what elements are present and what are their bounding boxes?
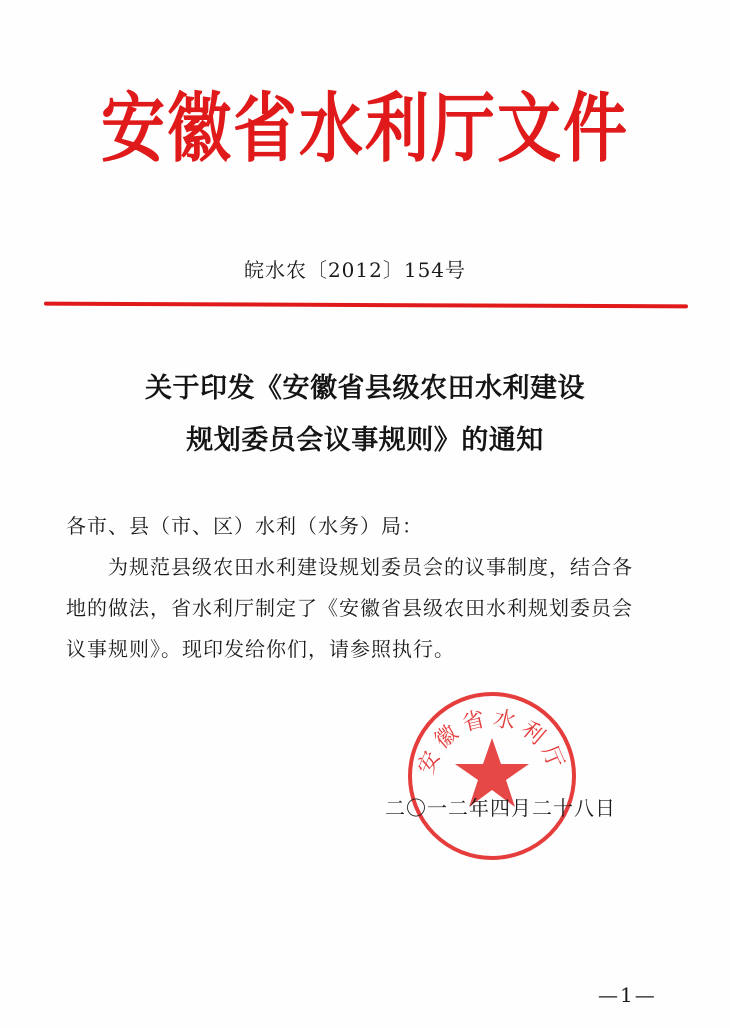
- page-number: —1—: [598, 983, 657, 1007]
- document-number: 皖水农〔2012〕154号: [243, 258, 467, 282]
- body-paragraph-line-1: 为规范县级农田水利建设规划委员会的议事制度，结合各: [108, 555, 633, 579]
- red-divider-line: [44, 302, 688, 309]
- subject-line-2: 规划委员会议事规则》的通知: [186, 425, 544, 456]
- official-seal-stamp: [402, 686, 582, 866]
- issue-date: 二〇一二年四月二十八日: [385, 796, 616, 820]
- body-paragraph-line-2: 地的做法，省水利厅制定了《安徽省县级农田水利规划委员会: [66, 596, 633, 620]
- subject-line-1: 关于印发《安徽省县级农田水利建设: [145, 373, 585, 404]
- document-header-title: 安徽省水利厅文件: [101, 86, 629, 174]
- addressee: 各市、县（市、区）水利（水务）局：: [66, 514, 423, 538]
- body-paragraph-line-3: 议事规则》。现印发给你们，请参照执行。: [66, 637, 455, 661]
- seal-text: 安徽省水利厅: [413, 705, 571, 778]
